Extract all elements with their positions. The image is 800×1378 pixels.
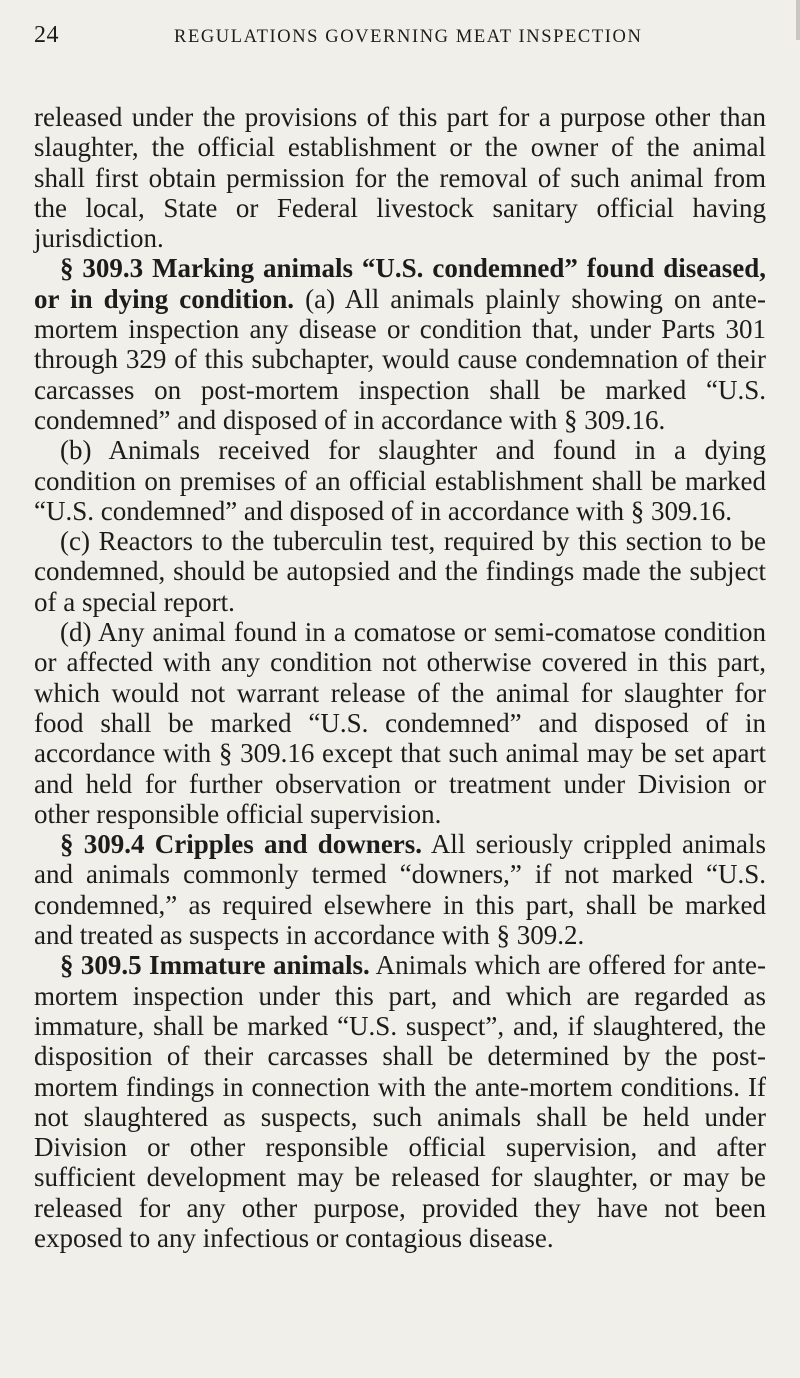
section-309-3-c: (c) Reactors to the tuberculin test, required by this section to be condemned, should be autopsied and the findings made the subject of a special report.	[34, 526, 766, 617]
section-309-4	[34, 829, 766, 950]
section-309-4-title: § 309.4 Cripples and downers.	[60, 829, 423, 860]
section-309-3-a-text: (a) All animals plainly showing on ante-mortem inspection any disease or condition that, under Parts 301 through 329 of this subchapter, would cause condemnation of their carcasses on post-mortem inspection shall be marked “U.S. condemned” and disposed of in accordance with § 309.16.	[34, 283, 767, 435]
body-text	[34, 102, 766, 1253]
page-header	[34, 22, 766, 66]
running-head: REGULATIONS GOVERNING MEAT INSPECTION	[174, 27, 643, 47]
section-309-5-title: § 309.5 Immature animals.	[60, 950, 370, 981]
section-309-3-d: (d) Any animal found in a comatose or semi-comatose condition or affected with any condition not otherwise covered in this part, which would not warrant release of the animal for slaughter for food shall be marked “U.S. condemned” and disposed of in accordance with § 309.16 except that such animal may be set apart and held for further observation or treatment under Division or other responsible official supervision.	[34, 617, 766, 829]
section-309-3-title: § 309.3 Marking animals “U.S. condemned” found diseased, or in dying condition.	[34, 253, 766, 314]
page-number: 24	[34, 22, 59, 48]
paragraph-continuation: released under the provisions of this part for a purpose other than slaughter, the official establishment or the owner of the animal shall first obtain permission for the removal of such animal from the local, State or Federal livestock sanitary official having jurisdiction.	[34, 102, 766, 254]
document-page	[34, 22, 766, 1253]
section-309-3-a	[34, 253, 766, 435]
section-309-5-text: Animals which are offered for ante-mortem inspection under this part, and which are regarded as immature, shall be marked “U.S. suspect”, and, if slaughtered, the disposition of their carcasses shall be determined by the post-mortem findings in connection with the ante-mortem conditions. If not slaughtered as suspects, such animals shall be held under Division or other responsible official supervision, and after sufficient development may be released for slaughter, or may be released for any other purpose, provided they have not been exposed to any infectious or contagious disease.	[34, 950, 766, 1253]
section-309-5	[34, 950, 766, 1253]
section-309-3-b: (b) Animals received for slaughter and found in a dying condition on premises of an official establishment shall be marked “U.S. condemned” and disposed of in accordance with § 309.16.	[34, 435, 766, 526]
scan-edge-mark	[796, 0, 800, 40]
section-309-4-text: All seriously crippled animals and animals commonly termed “downers,” if not marked “U.S. condemned,” as required elsewhere in this part, shall be marked and treated as suspects in accordance with § 309.2.	[34, 829, 766, 951]
